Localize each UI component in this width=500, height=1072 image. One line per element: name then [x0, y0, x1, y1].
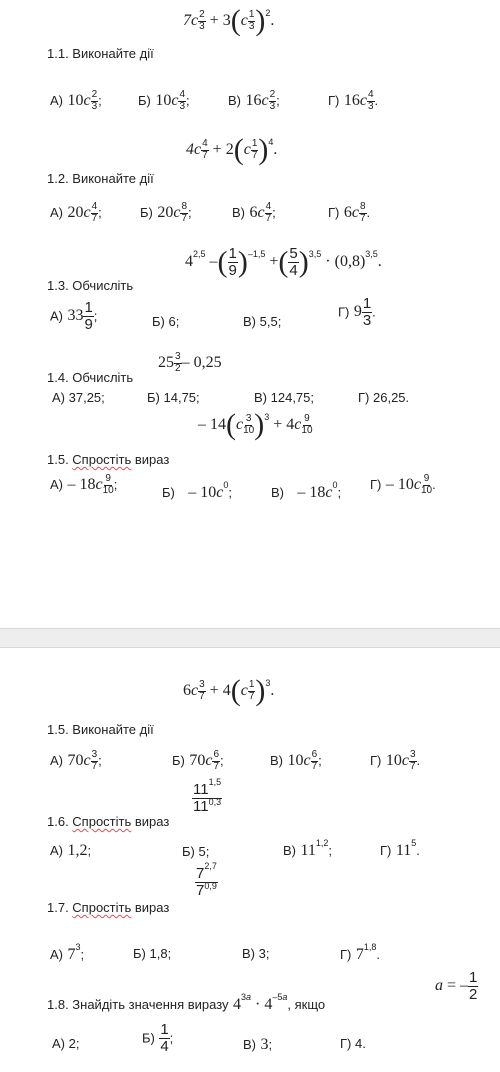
page-break: [0, 628, 500, 648]
q14-expression: 25 $\frac{3}{2}$ – 0,25: [158, 351, 222, 374]
q12-option-d[interactable]: Г) 6c $\frac{8}{7}$ .: [328, 201, 371, 224]
q13-option-a[interactable]: А) 33 $\frac{1}{9}$ ;: [50, 299, 98, 333]
q27-expression: $\frac{7^{2,7}}{7^{0,9}}$: [196, 861, 217, 899]
q15-option-c[interactable]: В) – $18c^0$;: [271, 480, 342, 501]
q27-title: 1.7. Спростіть вираз: [47, 900, 170, 915]
q28-option-c[interactable]: В) 3;: [243, 1036, 273, 1053]
q14-option-b[interactable]: Б) 14,75;: [147, 390, 200, 405]
q26-expression: $\frac{11^{1,5}}{11^{0,3}}$: [193, 777, 222, 815]
q14-title: 1.4. Обчисліть: [47, 370, 134, 385]
q27-option-a[interactable]: А) $7^3$;: [50, 942, 85, 963]
q12-expression: 4c $\frac{4}{7}$ + 2(c $\frac{1}{7}$ )$^4$.: [186, 133, 278, 166]
q12-option-a[interactable]: А) 20c $\frac{4}{7}$ ;: [50, 201, 102, 224]
q13-option-c[interactable]: В) 5,5;: [243, 314, 282, 329]
q26-option-d[interactable]: Г) $11^5$.: [380, 838, 420, 859]
q26-title: 1.6. Спростіть вираз: [47, 814, 170, 829]
page-2: [0, 648, 500, 1072]
q14-option-d[interactable]: Г) 26,25.: [358, 390, 410, 405]
q11-option-b[interactable]: Б) 10c $\frac{4}{3}$ ;: [138, 89, 190, 112]
q28-condition-value: a = – $\frac{1}{2}$: [435, 969, 478, 1003]
q27-option-b[interactable]: Б) 1,8;: [133, 946, 172, 961]
q11-title: 1.1. Виконайте дії: [47, 46, 154, 61]
q11-option-a[interactable]: А) 10c $\frac{2}{3}$ ;: [50, 89, 102, 112]
q13-option-d[interactable]: Г) 9 $\frac{1}{3}$ .: [338, 295, 376, 329]
q27-option-c[interactable]: В) 3;: [242, 946, 270, 961]
q12-option-c[interactable]: В) 6c $\frac{4}{7}$ ;: [232, 201, 276, 224]
q26-option-c[interactable]: В) 11$^{1,2}$;: [283, 838, 332, 859]
q25-option-d[interactable]: Г) 10c $\frac{3}{7}$ .: [370, 749, 421, 772]
q26-option-b[interactable]: Б) 5;: [182, 844, 210, 859]
q11-expression: 7c $\frac{2}{3}$ + 3(c $\frac{1}{3}$ )$^2$.: [183, 4, 275, 37]
q25-title: 1.5. Виконайте дії: [47, 722, 154, 737]
q13-option-b[interactable]: Б) 6;: [152, 314, 180, 329]
q13-expression: 4$^{2,5}$ –( $\frac{1}{9}$ )$^{-1,5}$ +( $\frac{5}{4}$ )$^{3,5} \cdot (0,8)^{3,5}$.: [185, 245, 382, 279]
q14-option-a[interactable]: А) 37,25;: [52, 390, 105, 405]
q25-option-b[interactable]: Б) 70c $\frac{6}{7}$ ;: [172, 749, 224, 772]
q28-option-b[interactable]: Б) $\frac{1}{4}$ ;: [142, 1021, 174, 1055]
q28-option-d[interactable]: Г) 4.: [340, 1036, 366, 1051]
q11-option-d[interactable]: Г) 16c $\frac{4}{3}$ .: [328, 89, 379, 112]
q26-option-a[interactable]: А) 1,2;: [50, 842, 92, 859]
q27-option-d[interactable]: Г) 7$^{1,8}$.: [340, 942, 380, 963]
q12-option-b[interactable]: Б) 20c $\frac{8}{7}$ ;: [140, 201, 192, 224]
q15-expression: – 14(c $\frac{3}{10}$ )$^3$ + 4c $\frac{9}{10}$: [198, 408, 313, 441]
q15-option-d[interactable]: Г) – 10c $\frac{9}{10}$ .: [370, 473, 436, 496]
q13-title: 1.3. Обчисліть: [47, 278, 134, 293]
q15-option-b[interactable]: Б) – $10c^0$;: [162, 480, 232, 501]
q14-option-c[interactable]: В) 124,75;: [254, 390, 314, 405]
q28-option-a[interactable]: А) 2;: [52, 1036, 80, 1051]
q15-title: 1.5. Спростіть вираз: [47, 452, 170, 467]
q15-option-a[interactable]: А) – 18c $\frac{9}{10}$ ;: [50, 473, 118, 496]
q12-title: 1.2. Виконайте дії: [47, 171, 154, 186]
q28-title: 1.8. Знайдіть значення виразу $4^{3a} \cdot 4^{-5a}$, якщо: [47, 992, 326, 1013]
q25-option-c[interactable]: В) 10c $\frac{6}{7}$ ;: [270, 749, 322, 772]
q25-option-a[interactable]: А) 70c $\frac{3}{7}$ ;: [50, 749, 102, 772]
q11-option-c[interactable]: В) 16c $\frac{2}{3}$ ;: [228, 89, 280, 112]
q25-expression: 6c $\frac{3}{7}$ + 4(c $\frac{1}{7}$ )$^3$.: [183, 674, 275, 707]
